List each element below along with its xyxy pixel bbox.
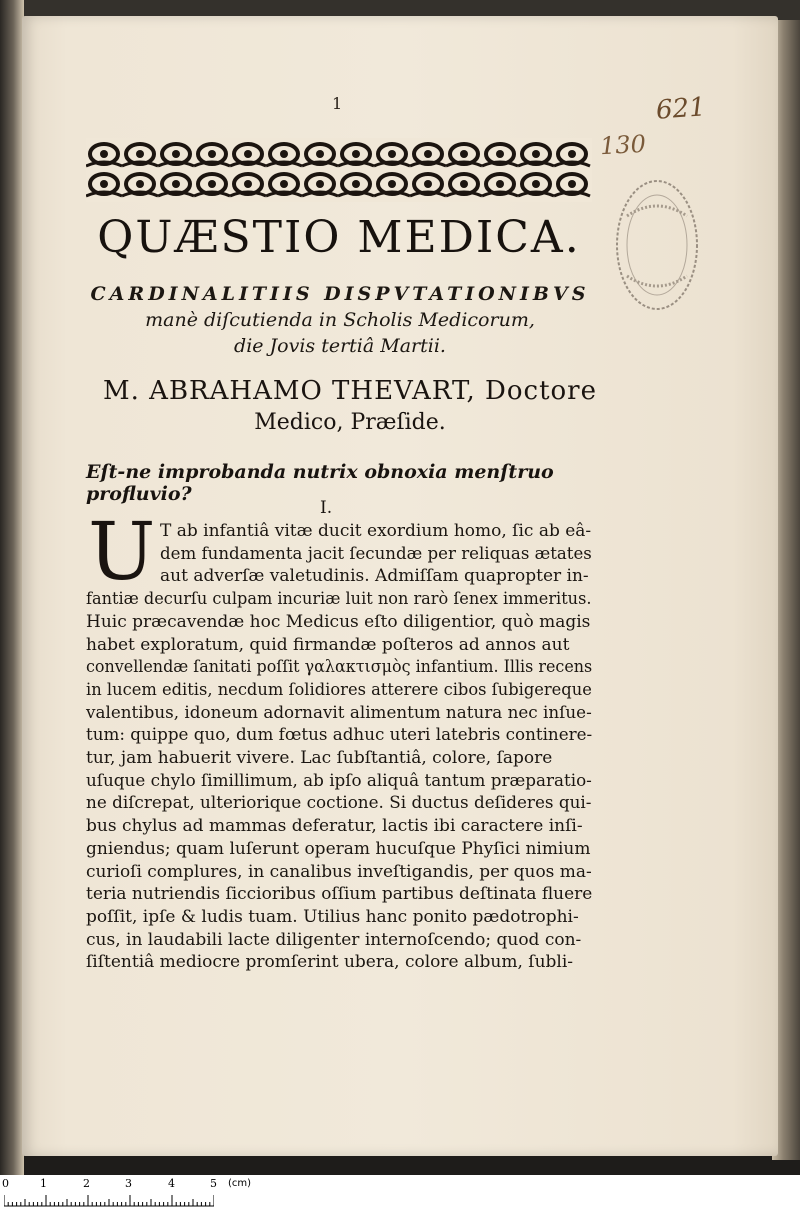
ruler-label-3: 3 — [125, 1177, 132, 1190]
body-line: habet exploratum, quid firmandæ poſteros ad annos aut — [86, 634, 570, 655]
body-line: convellendæ ſanitati poſſit γαλακτισμὸς infantium. Illis recens — [86, 657, 593, 678]
body-line: gniendus; quam luſerunt operam hucuſque Phyſici nimium — [86, 838, 591, 859]
praeses-title: Medico, Præſide. — [254, 410, 446, 435]
ruler-unit: (cm) — [228, 1178, 252, 1189]
scale-ruler — [0, 1175, 800, 1213]
body-line: dem fundamenta jacit ſecundæ per reliquas ætates — [160, 543, 592, 564]
ruler-label-4: 4 — [168, 1177, 175, 1190]
subtitle-date: die Jovis tertiâ Martii. — [234, 335, 446, 357]
drop-capital: U — [88, 505, 156, 598]
body-line: bus chylus ad mammas deferatur, lactis ibi caractere inſi- — [86, 816, 583, 837]
body-line: cus, in laudabili lacte diligenter internoſcendo; quod con- — [86, 929, 582, 950]
subtitle-disputations: CARDINALITIIS DISPVTATIONIBVS — [90, 283, 590, 305]
body-line: fantiæ decurſu culpam incuriæ luit non rarò ſenex immeritus. — [86, 589, 592, 610]
ruler-label-2: 2 — [83, 1177, 90, 1190]
body-line: aut adverſæ valetudinis. Admiſſam quapropter in- — [160, 566, 589, 587]
body-line: Huic præcavendæ hoc Medicus eſto diligentior, quò magis — [86, 611, 591, 632]
body-line: ſiſtentiâ mediocre promſerint ubera, colore album, ſubli- — [86, 952, 574, 973]
handwritten-number-side: 130 — [599, 129, 647, 161]
ruler-label-1: 1 — [40, 1177, 47, 1190]
thesis-question: Eſt-ne improbanda nutrix obnoxia menſtruo profluvio? — [86, 461, 554, 505]
body-line: teria nutriendis ſiccioribus oſſium partibus deſtinata fluere — [86, 884, 593, 905]
ornamental-headpiece — [86, 138, 592, 202]
body-line: in lucem editis, necdum ſolidiores atterere cibos ſubigereque — [86, 679, 592, 700]
body-line: curioſi complures, in canalibus inveſtigandis, per quos ma- — [86, 861, 592, 882]
book-spine — [0, 0, 24, 1175]
library-stamp — [612, 176, 702, 314]
praeses-name: M. ABRAHAMO THEVART, Doctore — [103, 376, 597, 406]
body-line: poſſit, ipſe & ludis tuam. Utilius hanc ponito pædotrophi- — [86, 906, 579, 927]
body-line: T ab infantiâ vitæ ducit exordium homo, ſic ab eâ- — [160, 521, 592, 541]
body-line: tum: quippe quo, dum fœtus adhuc uteri latebris continere- — [86, 725, 593, 746]
section-number: I. — [320, 498, 333, 518]
body-line: valentibus, idoneum adornavit alimentum natura nec inſue- — [86, 702, 592, 723]
ruler-ticks — [4, 1195, 214, 1207]
ruler-label-5: 5 — [210, 1177, 217, 1190]
body-line: ne diſcrepat, ulteriorique coctione. Si ductus deſideres qui- — [86, 793, 592, 814]
page-number: 1 — [332, 94, 343, 113]
handwritten-number-top: 621 — [655, 92, 707, 126]
body-line: tur, jam habuerit vivere. Lac ſubſtantiâ, colore, ſapore — [86, 748, 553, 768]
body-line: uſuque chylo ſimillimum, ab ipſo aliquâ tantum præparatio- — [86, 770, 592, 791]
subtitle-schools: manè diſcutienda in Scholis Medicorum, — [145, 309, 535, 331]
ruler-label-0: 0 — [2, 1177, 9, 1190]
document-title: QUÆSTIO MEDICA. — [97, 212, 581, 263]
